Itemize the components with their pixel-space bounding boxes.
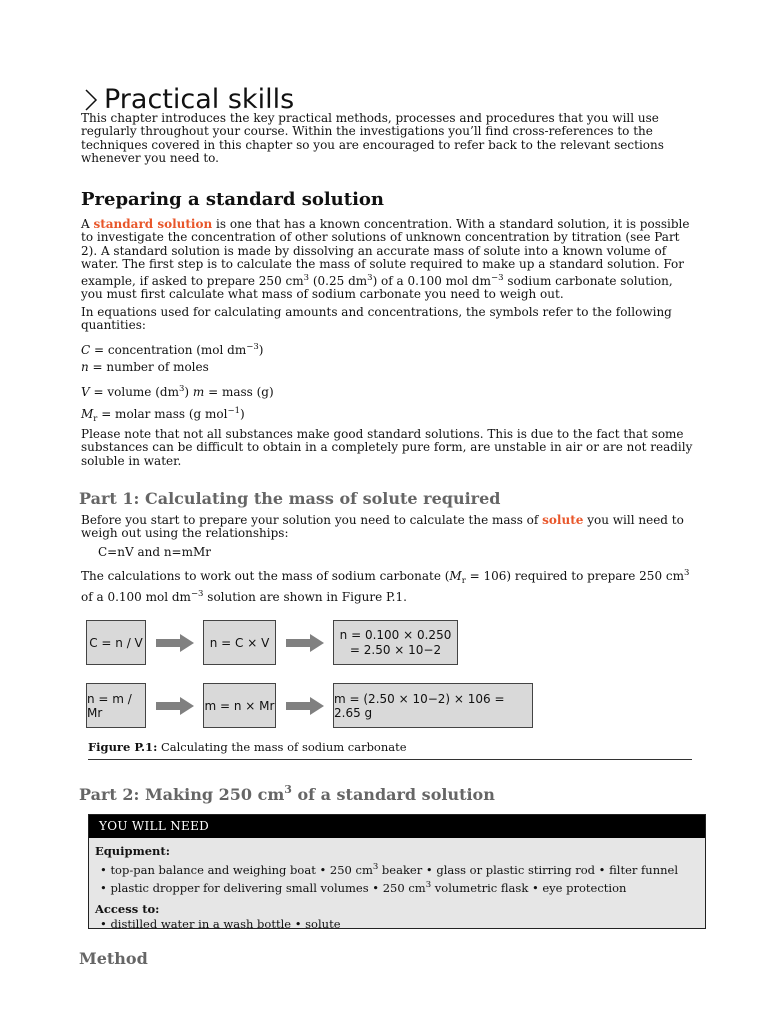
equipment-line-2: • plastic dropper for delivering small volumes • 250 $cm^3$ volumetric flask • eye protection (100, 880, 627, 895)
intro-paragraph: This chapter introduces the key practical methods, processes and procedures that you will use regularly throughout your course. Within the investigations you’ll find cross-references to the techniques covered in this chapter so you are encouraged to refer back to the relevant sections whenever you need to. (81, 111, 664, 166)
equipment-line-1: • top-pan balance and weighing boat • 250 $cm^3$ beaker • glass or plastic stirring rod • filter funnel (100, 861, 679, 877)
formula-box-m-equals-n-times-mr: m = n × Mr (203, 683, 276, 728)
symbol-concentration: C = concentration (mol $dm^{-3}$) (81, 342, 264, 357)
part1-paragraph: Before you start to prepare your solution you need to calculate the mass of solute you will need to weigh out using the relationships: (81, 513, 684, 541)
note-paragraph: Please note that not all substances make good standard solutions. This is due to the fact that some substances can be difficult to obtain in a completely pure form, are unstable in air or are not readily soluble in water. (81, 427, 693, 468)
standard-solution-paragraph: A standard solution is one that has a known concentration. With a standard solution, it is possible to investigate the concentration of other solutions of unknown concentration by titration (see Part 2). A standard solution is made by dissolving an accurate mass of solute into a known volume of water. The first step is to calculate the mass of solute required to make up a standard solution. For example, if asked to prepare 250 $cm^3$ (0.25 $dm^3$) of a 0.100 mol $dm^{-3}$ sodium carbonate solution, you must first calculate what mass of sodium carbonate you need to weigh out. (81, 217, 690, 302)
calculation-figure (86, 620, 536, 730)
divider (88, 759, 692, 760)
formula-box-c-equals-n-over-v: C = n / V (86, 620, 146, 665)
formula-box-n-equals-c-times-v: n = C × V (203, 620, 276, 665)
solute-term: solute (542, 513, 584, 527)
access-line: • distilled water in a wash bottle • solute (100, 917, 341, 931)
you-will-need-body (89, 838, 705, 933)
you-will-need-header: YOU WILL NEED (89, 815, 705, 838)
section-heading: Preparing a standard solution (81, 189, 385, 210)
equipment-label: Equipment: (95, 844, 170, 858)
calculation-paragraph: The calculations to work out the mass of sodium carbonate $(M_r = 106)$ required to prepare 250 $cm^3$ of a 0.100 mol $dm^{-3}$ solution are shown in Figure P.1. (81, 568, 690, 605)
part2-heading: Part 2: Making 250 $cm^3$ of a standard solution (79, 783, 495, 804)
arrow-right-icon (286, 697, 324, 715)
formula-box-n-equals-m-over-mr: n = m / Mr (86, 683, 146, 728)
symbols-intro-paragraph: In equations used for calculating amounts and concentrations, the symbols refer to the following quantities: (81, 305, 672, 333)
relationship-formula: C=nV and n=mMr (98, 545, 212, 559)
formula-box-n-result: n = 0.100 × 0.250 = 2.50 × 10−2 (333, 620, 458, 665)
symbol-molar-mass: $M_r$ = molar mass (g mol$^{-1}$) (81, 406, 245, 424)
chevron-right-icon (84, 89, 98, 111)
arrow-right-icon (286, 634, 324, 652)
standard-solution-term: standard solution (93, 217, 213, 231)
access-label: Access to: (95, 901, 160, 916)
part1-heading: Part 1: Calculating the mass of solute required (79, 489, 501, 508)
you-will-need-box (88, 814, 706, 929)
chapter-title-text: Practical skills (104, 84, 295, 116)
arrow-right-icon (156, 697, 194, 715)
arrow-right-icon (156, 634, 194, 652)
symbol-moles: n = number of moles (81, 360, 209, 374)
symbol-volume-mass: V = volume $(dm^3) m$ = mass (g) (81, 384, 274, 399)
figure-caption: Figure P.1: Calculating the mass of sodium carbonate (88, 740, 407, 754)
formula-box-m-result: m = (2.50 × 10−2) × 106 = 2.65 g (333, 683, 533, 728)
method-heading: Method (79, 949, 148, 968)
